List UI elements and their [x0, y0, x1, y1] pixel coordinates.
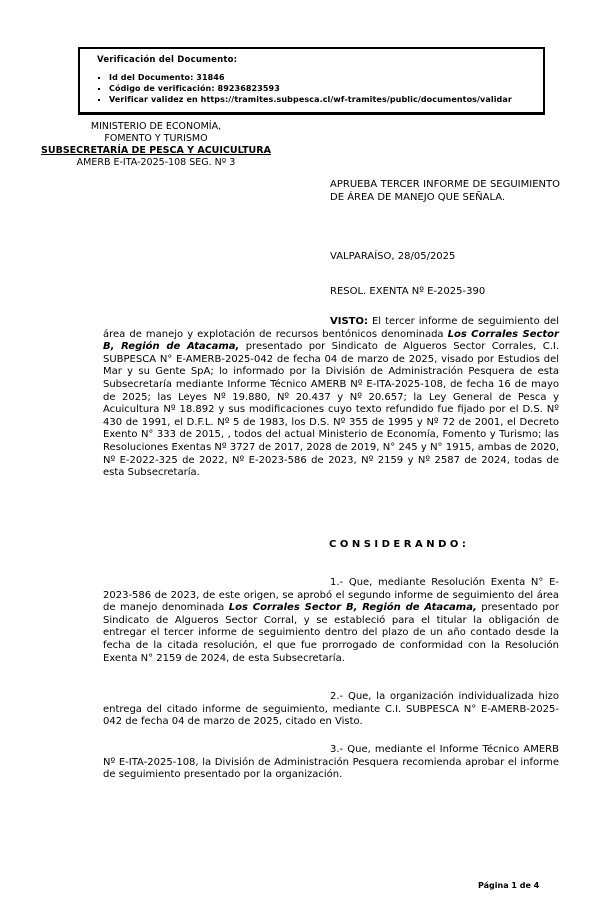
letterhead-ministry-line2: FOMENTO Y TURISMO: [104, 133, 208, 144]
verification-item-verification-code: ▪ Código de verificación: 89236823593: [109, 83, 535, 94]
place-and-date: VALPARAÍSO, 28/05/2025: [330, 251, 456, 262]
verification-box: [78, 47, 545, 115]
considerando-heading: CONSIDERANDO:: [329, 539, 470, 550]
resolution-subject: APRUEBA TERCER INFORME DE SEGUIMIENTO DE ÁREA DE MANEJO QUE SEÑALA.: [330, 179, 560, 203]
letterhead-subsecretaria: SUBSECRETARÍA DE PESCA Y ACUICULTURA: [41, 145, 271, 156]
paragraph-1-area-name: Los Corrales Sector B, Región de Atacama,: [228, 602, 477, 614]
visto-text-after-area-name: presentado por Sindicato de Algueros Sector Corrales, C.I. SUBPESCA N° E-AMERB-2025-042 de fecha 04 de marzo de 2025, visado por Estudios del Mar y su Gente SpA; lo informado por la División de Administración Pesquera de esta Subsecretaría mediante Informe Técnico AMERB Nº E-ITA-2025-108, de fecha 16 de mayo de 2025; las Leyes Nº 19.880, Nº 20.437 y Nº 20.657; la Ley General de Pesca y Acuicultura Nº 18.892 y sus modificaciones cuyo texto refundido fue fijado por el D.S. Nº 430 de 1991, el D.F.L. Nº 5 de 1983, los D.S. Nº 355 de 1995 y Nº 72 de 2001, el Decreto Exento N° 333 de 2015, , todos del actual Ministerio de Economía, Fomento y Turismo; las Resoluciones Exentas Nº 3727 de 2017, 2028 de 2019, N° 245 y N° 1915, ambas de 2020, Nº E-2022-325 de 2022, Nº E-2023-586 de 2023, Nº 2159 y Nº 2587 de 2024, todas de esta Subsecretaría.: [103, 341, 559, 479]
visto-text-before-area-name: El tercer informe de seguimiento del área de manejo y explotación de recursos bentónicos denominada: [103, 316, 559, 340]
visto-label: VISTO:: [330, 316, 368, 327]
page-indicator: Página 1 de 4: [478, 881, 540, 890]
considerando-paragraph-2: 2.- Que, la organización individualizada hizo entrega del citado informe de seguimiento, mediante C.I. SUBPESCA N° E-AMERB-2025-042 de fecha 04 de marzo de 2025, citado en Visto.: [103, 691, 559, 728]
verification-item-document-id: ▪ Id del Documento: 31846: [109, 72, 535, 83]
considerando-paragraph-1: [103, 577, 559, 665]
visto-paragraph: [103, 316, 559, 480]
letterhead: [2, 121, 310, 169]
considerando-paragraph-3: 3.- Que, mediante el Informe Técnico AMERB Nº E-ITA-2025-108, la División de Administración Pesquera recomienda aprobar el informe de seguimiento presentado por la organización.: [103, 744, 559, 781]
verification-list: [109, 72, 535, 105]
visto-area-name: Los Corrales Sector B, Región de Atacama,: [103, 328, 559, 353]
verification-title: Verificación del Documento:: [97, 55, 238, 65]
paragraph-1-text-before-area-name: 1.- Que, mediante Resolución Exenta N° E-2023-586 de 2023, de este origen, se aprobó el segundo informe de seguimiento del área de manejo denominada: [103, 577, 559, 614]
paragraph-1-text-after-area-name: presentado por Sindicato de Algueros Sector Corral, y se estableció para el titular la obligación de entregar el tercer informe de seguimiento dentro del plazo de un año contado desde la fecha de la citada resolución, el que fue prorrogado de conformidad con la Resolución Exenta N° 2159 de 2024, de esta Subsecretaría.: [103, 602, 559, 664]
resolution-number: RESOL. EXENTA Nº E-2025-390: [330, 286, 486, 297]
verification-item-validation-url: ▪ Verificar validez en https://tramites.subpesca.cl/wf-tramites/public/documentos/validar: [109, 94, 535, 105]
letterhead-amerb-reference: AMERB E-ITA-2025-108 SEG. Nº 3: [76, 157, 236, 168]
letterhead-ministry-line1: MINISTERIO DE ECONOMÍA,: [90, 121, 222, 132]
